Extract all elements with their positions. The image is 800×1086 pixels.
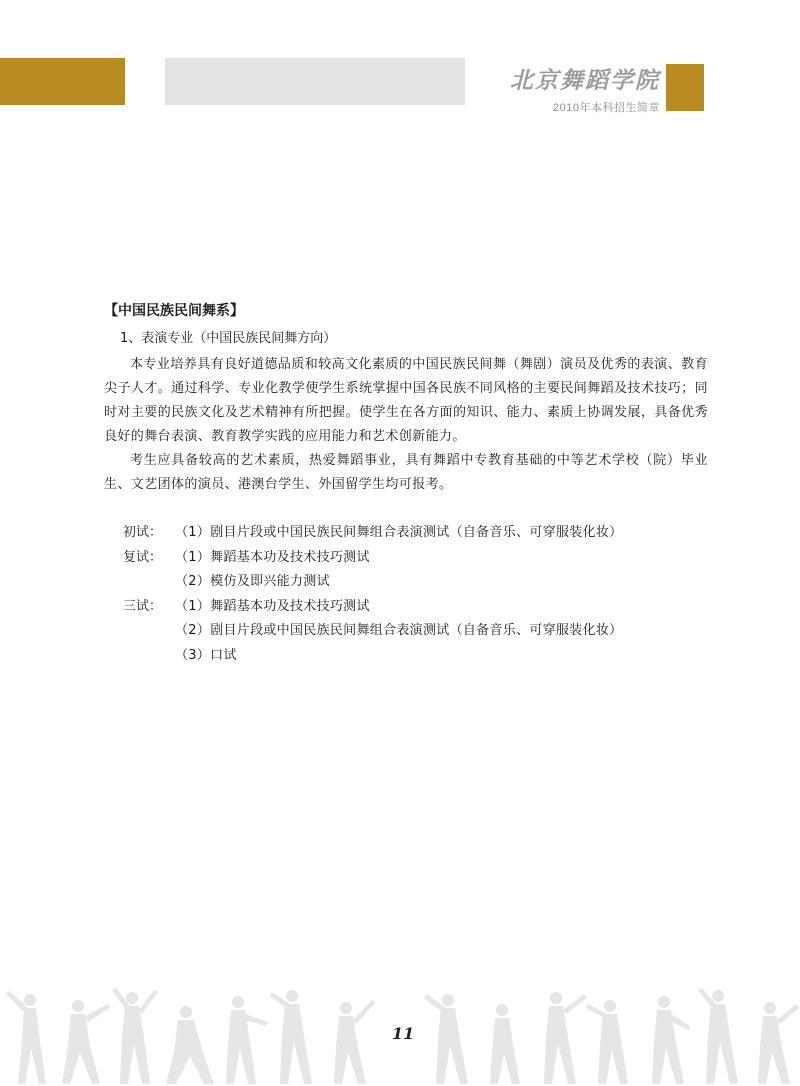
major-title: 1、表演专业（中国民族民间舞方向） (120, 331, 337, 346)
exam-row (123, 595, 708, 620)
training-objective-paragraph: 本专业培养具有良好道德品质和较高文化素质的中国民族民间舞（舞剧）演员及优秀的表演、教育尖子人才。通过科学、专业化教学使学生系统掌握中国各民族不同风格的主要民间舞蹈及技术技巧；同时对主要的民族文化及艺术精神有所把握。使学生在各方面的知识、能力、素质上协调发展，具备优秀良好的舞台表演、教育教学实践的应用能力和艺术创新能力。 (104, 357, 708, 444)
exam-stage-label: 复试： (123, 549, 163, 565)
header-gold-bar-left (0, 58, 125, 105)
exam-stage-label (123, 644, 175, 669)
page-number: 11 (392, 1024, 415, 1043)
exam-stage-label: 初试： (123, 525, 163, 540)
exam-row (123, 619, 708, 644)
exam-item: （1）剧目片段或中国民族民间舞组合表演测试（自备音乐、可穿服装化妆） (175, 525, 623, 540)
exam-list (104, 521, 708, 668)
exam-row (123, 546, 708, 571)
header-gold-block-right (666, 64, 704, 111)
department-title: 【中国民族民间舞系】 (104, 303, 244, 319)
exam-row (123, 570, 708, 595)
eligibility-paragraph: 考生应具备较高的艺术素质，热爱舞蹈事业，具有舞蹈中专教育基础的中等艺术学校（院）毕业生、文艺团体的演员、港澳台学生、外国留学生均可报考。 (104, 453, 708, 492)
exam-stage-label (123, 619, 175, 644)
exam-item: （1）舞蹈基本功及技术技巧测试 (175, 598, 370, 614)
school-name-logo: 北京舞蹈学院 (510, 67, 660, 94)
main-content (104, 299, 708, 668)
exam-item: （1）舞蹈基本功及技术技巧测试 (175, 549, 370, 565)
exam-stage-label (123, 570, 175, 595)
exam-item: （3）口试 (175, 647, 237, 663)
exam-item: （2）模仿及即兴能力测试 (175, 574, 330, 589)
exam-stage-label: 三试： (123, 598, 163, 614)
brochure-subtitle: 2010年本科招生简章 (553, 102, 660, 114)
exam-item: （2）剧目片段或中国民族民间舞组合表演测试（自备音乐、可穿服装化妆） (175, 623, 623, 638)
header-gray-bar (165, 58, 465, 105)
exam-row (123, 644, 708, 669)
exam-row (123, 521, 708, 546)
